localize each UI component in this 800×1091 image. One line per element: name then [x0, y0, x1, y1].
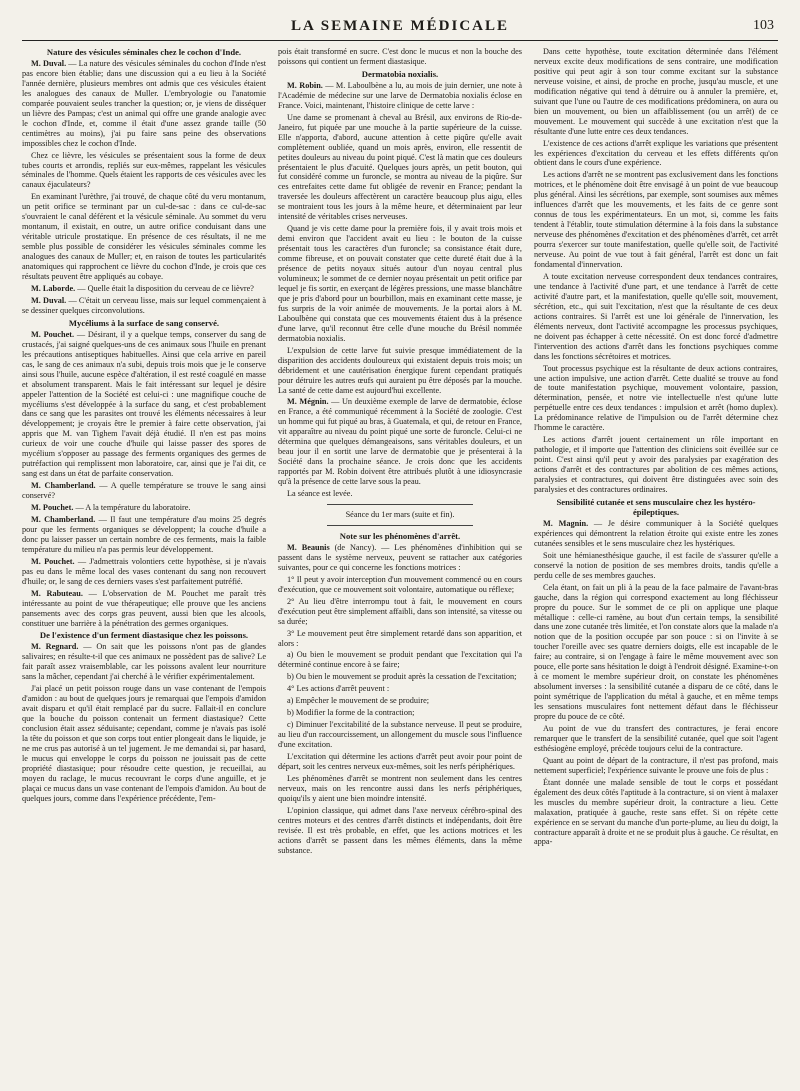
- paragraph-text: Au point de vue du transfert des contractures, je ferai encore remarquer que le transfert de la sensibilité cutanée, quel que soit l'agent esthésiogène employé, précède toujours celui de la contracture.: [534, 724, 778, 753]
- paragraph: [22, 515, 266, 555]
- text-columns: [22, 47, 778, 858]
- paragraph: [278, 650, 522, 670]
- paragraph-text: — C'était un cerveau lisse, mais sur lequel commençaient à se dessiner quelques circonvolutions.: [22, 295, 267, 315]
- paragraph: [534, 551, 778, 581]
- paragraph-text: Quant au point de départ de la contracture, il n'est pas profond, mais nettement superficiel; l'expérience suivante le prouve une fois de plus :: [534, 755, 778, 775]
- paragraph: [22, 503, 266, 513]
- column-right: [534, 47, 778, 858]
- paragraph-text: Les actions d'arrêt jouent certainement un rôle important en pathologie, et il importe que l'attention des cliniciens soit éveillée sur ce point. C'est ainsi qu'il peut y avoir des paralysies par exagération des actions d'arrêt et des contractures par abolition de ces mêmes actions, paralysies et contractures, qui doivent être distinguées avec soin des paralysies et des contractures ordinaires.: [534, 435, 778, 494]
- paragraph-text: La séance est levée.: [287, 489, 353, 499]
- paragraph: [22, 330, 266, 479]
- column-left: [22, 47, 266, 858]
- section-heading: Nature des vésicules séminales chez le cochon d'Inde.: [46, 47, 242, 57]
- paragraph-text: Chez ce lièvre, les vésicules se présentaient sous la forme de deux tubes courts et arrondis, repliés sur eux-mêmes, rappelant les vésicules séminales de l'homme. Quels étaient les rapports de ces vésicules avec les canaux éjaculateurs?: [22, 150, 266, 190]
- paragraph: [278, 774, 522, 804]
- speaker-name: M. Pouchet.: [31, 503, 74, 513]
- paragraph: [278, 696, 522, 706]
- speaker-name: M. Mégnin.: [287, 397, 329, 407]
- paragraph-text: — Un deuxième exemple de larve de dermatobie, éclose en France, a été communiqué récemment à la Société de zoologie. C'est un homme qui fut piqué au bras, à Guatemala, et qui, de retour en France, vit apparaître au niveau du point piqué une sorte de furoncle. Celui-ci ne détermina que quelques démangeaisons, sans véritables douleurs, et un beau jour il en sortit une larve de dermatobie que je présenterai à la Société dans la prochaine séance. Je crois donc que les accidents rapportés par M. Robin doivent être attribués plutôt à une idiosyncrasie qu'à la présence de cette larve sous la peau.: [278, 397, 522, 487]
- paragraph: [278, 543, 522, 573]
- paragraph: [534, 756, 778, 776]
- paragraph-text: 2° Au lieu d'être interrompu tout à fait, le mouvement en cours d'exécution peut être simplement affaibli, dans son intensité, sa vitesse ou sa durée;: [278, 596, 522, 626]
- speaker-name: M. Pouchet.: [31, 556, 75, 566]
- paragraph-text: — Quelle était la disposition du cerveau de ce lièvre?: [77, 283, 254, 293]
- paragraph-text: — J'admettrais volontiers cette hypothèse, si je n'avais pas eu dans le même local des vases contenant du sang non recouvert d'huile; or, le sang de ces derniers vases s'est parfaitement putréfié.: [22, 556, 266, 586]
- paragraph-text: L'excitation qui détermine les actions d'arrêt peut avoir pour point de départ, soit les centres nerveux eux-mêmes, soit les nerfs périphériques.: [278, 752, 522, 771]
- paragraph: [278, 81, 522, 111]
- paragraph: [534, 47, 778, 137]
- paragraph-text: pois était transformé en sucre. C'est donc le mucus et non la bouche des poissons qui contient un ferment diastasique.: [278, 47, 522, 66]
- paragraph-text: — Je désire communiquer à la Société quelques expériences qui démontrent la relation étroite qui existe entre les zones cutanées sensibles et le sens musculaire chez les hystériques.: [534, 518, 779, 548]
- paragraph: [534, 272, 778, 362]
- paragraph: [534, 170, 778, 270]
- paragraph-text: Tout processus psychique est la résultante de deux actions contraires, une action impulsive, une action d'arrêt. Cette dualité se trouve au fond de toute manifestation psychique, mouvement volontaire, passion, détermination, pensée, et notre vie intellectuelle n'est qu'une lutte perpétuelle entre ces deux tendances : impulsion et arrêt (homo duplex). La prédominance relative de l'impulsion ou de l'arrêt détermine chez l'homme le caractère.: [534, 363, 778, 433]
- paragraph: [278, 575, 522, 595]
- paragraph-text: 4° Les actions d'arrêt peuvent :: [287, 684, 390, 694]
- paragraph: [22, 296, 266, 316]
- paragraph-text: Une dame se promenant à cheval au Brésil, aux environs de Rio-de-Janeiro, fut piquée par une mouche à la partie supérieure de la cuisse. Elle n'apporta, d'abord, aucune attention à cette piqûre qu'elle avait complètement oubliée, quand un mois après, environ, elle ressentit de petites douleurs au niveau du point piqué. C'est là matin que ces douleurs présentaient le plus d'acuité. Quelques jours après, un petit bouton, qui fut considéré comme un furoncle, se montra au niveau de la piqûre. Sur ces entrefaites cette dame fut obligée de revenir en France; pendant la traversée les douleurs affectèrent un caractère beaucoup plus aigu, elles se montraient tous les jours à la même heure, et déterminaient par leur intensité de véritables crises nerveuses.: [278, 112, 522, 222]
- paragraph: [278, 597, 522, 627]
- paragraph: [278, 806, 522, 856]
- paragraph-text: L'expulsion de cette larve fut suivie presque immédiatement de la disparition des accidents douloureux qui existaient depuis trois mois; un débridement et une cautérisation énergique furent cependant pratiqués pour détruire les autres œufs qui auraient pu être déposés par la mouche. La santé de cette dame est aujourd'hui excellente.: [278, 345, 522, 395]
- paragraph: [22, 684, 266, 803]
- paragraph-text: — A quelle température se trouve le sang ainsi conservé?: [22, 481, 266, 501]
- paragraph-text: L'existence de ces actions d'arrêt explique les variations que présentent les expériences d'excitation du cerveau et les effets différents qu'on obtient dans le cours d'une expérience.: [534, 138, 778, 168]
- paragraph-text: Cela étant, on fait un pli à la peau de la face palmaire de l'avant-bras gauche, dans la région qui correspond exactement au long fléchisseur propre du pouce. Sur le sommet de ce pli on applique une plaque métallique : celle-ci ramène, au bout d'un certain temps, la sensibilité dans une zone cutanée très limitée, et l'on constate alors que la malade n'a notion que de la position occupée par son pouce : si on l'invite à se toucher l'oreille avec ses quatre derniers doigts, elle est incapable de le faire; au contraire, si on l'engage à faire le même mouvement avec son pouce, elle porte sans hésitation le doigt à l'endroit désigné. Examine-t-on à ce moment le membre supérieur droit, on constate les phénomènes absolument inverses : la sensibilité cutanée a disparu de ce côté, dans le point symétrique de l'application du métal à gauche, et en même temps les sensations musculaires font nettement défaut dans le fléchisseur propre du pouce de ce côté.: [534, 582, 778, 722]
- speaker-name: M. Chamberland.: [31, 481, 96, 491]
- speaker-name: M. Robin.: [287, 80, 323, 90]
- section-heading: De l'existence d'un ferment diastasique chez les poissons.: [39, 630, 249, 641]
- paragraph-text: b) Modifier la forme de la contraction;: [287, 708, 415, 718]
- paragraph-text: c) Diminuer l'excitabilité de la substance nerveuse. Il peut se produire, au lieu d'un raccourcissement, un allongement du muscle sous l'influence d'une excitation.: [278, 720, 522, 750]
- paragraph: [278, 113, 522, 222]
- paragraph-text: — La nature des vésicules séminales du cochon d'Inde n'est pas encore bien établie; dans une discussion qui a eu lieu à la Société l'année dernière, plusieurs membres ont admis que ces vésicules étaient les analogues des canaux de Muller. L'embryologie ou l'anatomie comparée pouvaient seules trancher la question; or, je viens de disséquer un lièvre des Pampas; c'est un animal qui offre une grande analogie avec le cochon d'Inde, et, comme il était d'une assez grande taille (50 centimètres au moins), j'ai pu faire sans peine des observations impossibles chez le cochon d'Inde.: [22, 59, 266, 148]
- paragraph-text: En examinant l'urèthre, j'ai trouvé, de chaque côté du veru montanum, un petit orifice se terminant par un cul-de-sac : dans ce cul-de-sac s'ouvraient le canal déférent et la vésicule séminale. Au sommet du veru montanum, il existait, en outre, un autre orifice conduisant dans une véritable utricule prostatique. En présence de ces résultats, il ne me semble plus possible de considérer les vésicules séminales comme les analogues des canaux de Muller; et, en raison de toutes les particularités anatomiques qui rapprochent ce lièvre du cochon d'Inde, je crois que ces résultats peuvent être appliqués au cobaye.: [22, 192, 266, 282]
- paragraph-text: L'opinion classique, qui admet dans l'axe nerveux cérébro-spinal des centres moteurs et des centres d'arrêt distincts et indépendants, doit être revisée. Il est très probable, en effet, que les actions motrices et les actions d'arrêt se passent dans les mêmes éléments, dans la même substance.: [278, 805, 522, 855]
- paragraph: [534, 435, 778, 495]
- paragraph-text: — Il faut une température d'au moins 25 degrés pour que les ferments organiques se développent; la couche d'huile a donc pu laisser passer un certain nombre de ces ferments, mais la faible température du milieu n'a pas permis leur développement.: [22, 514, 266, 554]
- speaker-name: M. Duval.: [31, 59, 67, 68]
- speaker-name: M. Laborde.: [31, 283, 76, 293]
- paragraph-text: 1° Il peut y avoir interception d'un mouvement commencé ou en cours d'exécution, que ce mouvement soit volontaire, automatique ou réflexe;: [278, 574, 522, 594]
- section-heading: Mycéliums à la surface de sang conservé.: [68, 317, 220, 328]
- section-divider: [327, 525, 473, 526]
- paragraph: [22, 192, 266, 282]
- paragraph: [534, 724, 778, 754]
- paragraph-text: — On sait que les poissons n'ont pas de glandes salivaires; en résulte-t-il que ces animaux ne possèdent pas de salive? Le fait paraît assez vraisemblable, car les poissons avalent leur nourriture sans la mâcher, cependant j'ai cherché à le vérifier expérimentalement.: [22, 642, 266, 682]
- paragraph: [278, 708, 522, 718]
- paragraph-text: Les phénomènes d'arrêt se montrent non seulement dans les centres nerveux, mais on les rencontre aussi dans les nerfs périphériques, quoiqu'ils y aient une bien moindre intensité.: [278, 773, 522, 803]
- paragraph: [278, 720, 522, 750]
- paragraph: [278, 346, 522, 396]
- paragraph-text: — L'observation de M. Pouchet me paraît très intéressante au point de vue thérapeutique; elle prouve que les anciens pansements avec des corps gras peuvent, aussi bien que les alcools, constituer une barrière à la pénétration des germes organiques.: [22, 588, 266, 628]
- paragraph-text: a) Ou bien le mouvement se produit pendant que l'excitation qui l'a déterminé continue encore à se faire;: [278, 650, 522, 670]
- section-heading: Sensibilité cutanée et sens musculaire chez les hystéro-épileptiques.: [556, 496, 756, 517]
- paragraph: [22, 284, 266, 294]
- paragraph: [278, 489, 522, 499]
- paragraph: [22, 642, 266, 682]
- paragraph: [278, 397, 522, 487]
- paragraph-text: — Désirant, il y a quelque temps, conserver du sang de crustacés, j'ai saigné quelques-uns de ces animaux sous l'huile en prenant les précautions antiseptiques habituelles. Ainsi que cela arrive en pareil cas, le sang de ces animaux n'a subi, depuis trois mois que je le conserve ainsi sous l'huile, aucune espèce d'altération, il est resté coagulé en masse et absolument transparent. Mais le fait intéressant sur lequel je désire appeler l'attention de la Société est celui-ci : une magnifique couche de mycéliums s'est développée à la surface du sang, et c'est probablement dans ce sang que les parasites ont trouvé les éléments nécessaires à leur développement; je croyais être le premier à faire cette observation, j'ai appris que M. van Tighem l'avait déjà étudié. Il n'en est pas moins curieux de voir une couche d'huile qui laisse passer des spores de mycélium s'opposer au passage des ferments organiques des germes de putréfaction qui remplissent mon laboratoire, car, ainsi que je l'ai dit, ce sang est dans un état de parfaite conservation.: [22, 329, 267, 479]
- paragraph: [534, 364, 778, 434]
- paragraph-text: Étant donnée une malade sensible de tout le corps et possédant également des deux côtés l'aptitude à la contracture, si on vient à malaxer les muscles du membre supérieur droit, la contracture a lieu. Cette malaxation, pratiquée à gauche, reste sans effet. Si on répète cette expérience en se servant du manche d'un porte-plume, au lieu du doigt, la contracture apparaît à droite et ne se produit plus à gauche. Ce résultat, en appa-: [534, 777, 778, 847]
- speaker-name: M. Rabuteau.: [31, 588, 83, 598]
- paragraph-text: 3° Le mouvement peut être simplement retardé dans son apparition, et alors :: [278, 628, 522, 648]
- speaker-name: M. Regnard.: [31, 642, 79, 652]
- paragraph-text: Quand je vis cette dame pour la première fois, il y avait trois mois et demi environ que l'accident avait eu lieu : le bouton de la cuisse présentait tous les caractères d'un furoncle; sa consistance était dure, comme fibreuse, et on pouvait constater que cette dureté était due à la présence de petits noyaux situés autour d'un noyau central plus volumineux; le sommet de ce dernier noyau présentait un petit orifice par lequel je fis sortir, en exerçant de légères pressions, une masse blanchâtre que je pris d'abord pour un bourbillon, mais en examinant cette masse, je fus surpris de la voir animée de mouvements. Je la portai alors à M. Laboulbène qui constata que ces mouvements étaient dus à la présence d'une larve, qu'il reconnut être celle d'une mouche du Brésil nommée dermatobia noxialis.: [278, 224, 522, 343]
- paragraph-text: Les actions d'arrêt ne se montrent pas exclusivement dans les fonctions motrices, et le phénomène doit être envisagé à un point de vue beaucoup plus général. Ainsi les sécrétions, par exemple, sont soumises aux mêmes influences d'arrêt que les mouvements, et les faits de ce genre sont connus de tous les expérimentateurs. En un mot, si, comme les faits tendent à l'établir, toute stimulation détermine à la fois dans la substance nerveuse des phénomènes d'excitation et des phénomènes d'arrêt, cet arrêt pourra s'exercer sur toute manifestation, quelle qu'elle soit, de l'activité nerveuse. Au point de vue tout à fait général, l'arrêt est donc un fait fondamental d'innervation.: [534, 170, 778, 270]
- column-middle: [278, 47, 522, 858]
- page-header: [22, 14, 778, 41]
- section-heading: Dermatobia noxialis.: [361, 68, 439, 79]
- speaker-name: M. Beaunis: [287, 542, 330, 552]
- page-number: 103: [753, 18, 774, 33]
- paragraph: [534, 778, 778, 848]
- section-divider: [327, 504, 473, 505]
- paragraph: [22, 589, 266, 629]
- speaker-name: M. Chamberland.: [31, 514, 96, 524]
- speaker-name: M. Pouchet.: [31, 329, 75, 339]
- paragraph: [278, 752, 522, 772]
- paragraph-text: — M. Laboulbène a lu, au mois de juin dernier, une note à l'Académie de médecine sur une larve de Dermatobia noxialis éclose en France. Voici, maintenant, l'histoire clinique de cette larve :: [278, 80, 522, 110]
- speaker-name: M. Magnin.: [543, 518, 589, 528]
- paragraph: [22, 557, 266, 587]
- paragraph-text: — A la température du laboratoire.: [75, 503, 191, 513]
- paragraph: [534, 519, 778, 549]
- session-heading: Séance du 1er mars (suite et fin).: [345, 509, 455, 519]
- paragraph: [278, 684, 522, 694]
- paragraph-text: Dans cette hypothèse, toute excitation déterminée dans l'élément nerveux excite deux modifications de sens contraire, une modification positive qui peut agir à son tour comme excitant sur la substance nerveuse voisine, et ainsi, de proche en proche, jusqu'au muscle, et une modification négative qui tend à détruire ou à annuler la première, et, suivant que l'une ou l'autre de ces modifications prédominera, on aura ou bien un mouvement, ou bien un affaiblissement (ou un arrêt) de ce mouvement. Le mouvement qui succède à une excitation n'est que la résultante d'une lutte entre ces deux tendances.: [534, 47, 778, 136]
- paragraph: [534, 583, 778, 722]
- journal-title: LA SEMAINE MÉDICALE: [290, 18, 510, 34]
- section-heading: Note sur les phénomènes d'arrêt.: [339, 530, 461, 541]
- paragraph-text: (de Nancy). — Les phénomènes d'inhibition qui se passent dans le système nerveux, peuvent se rattacher aux catégories suivantes, pour ce qui concerne les fonctions motrices :: [278, 542, 523, 572]
- paragraph: [278, 47, 522, 67]
- paragraph-text: A toute excitation nerveuse correspondent deux tendances contraires, une tendance à l'activité d'une part, et une tendance à l'arrêt de cette activité d'autre part, et la manifestation, quelle qu'elle soit, mouvement, sécrétion, etc., qui suit l'excitation, n'est que la résultante de ces deux actions contraires. Si l'arrêt est une loi générale de l'innervation, les éléments nerveux, dont l'activité accompagne les processus psychiques, ne doivent pas échapper à cette nécessité. On est donc forcé d'admettre l'intervention des actions d'arrêt dans les fonctions psychiques comme dans les fonctions sécrétoires et motrices.: [534, 271, 778, 361]
- speaker-name: M. Duval.: [31, 295, 67, 305]
- paragraph: [22, 481, 266, 501]
- paragraph-text: b) Ou bien le mouvement se produit après la cessation de l'excitation;: [287, 672, 517, 682]
- paragraph: [278, 672, 522, 682]
- paragraph-text: J'ai placé un petit poisson rouge dans un vase contenant de l'empois d'amidon : au bout de quelques jours je remarquai que l'empois d'amidon avait disparu et qu'il était remplacé par du sucre. Fallait-il en conclure que la bouche du poisson contenait un ferment diastasique? Cette conclusion était assez séduisante; cependant, comme je n'avais pas isolé la tête du poisson et que son corps tout entier plongeait dans le liquide, je ne me crus pas autorisé à un tel jugement. Je me demandai si, par hasard, le mucus qui enveloppe le corps du poisson ne jouissait pas de cette propriété diastasique; pour résoudre cette question, je recueillai, au moyen du raclage, le mucus recouvrant le corps d'une anguille, et je plaçai ce mucus dans un vase contenant de l'empois d'amidon. Au bout de quelques jours, comme dans l'expérience précédente, l'em-: [22, 684, 266, 803]
- paragraph-text: Soit une hémianesthésique gauche, il est facile de s'assurer qu'elle a conservé la notion de position de ses membres droits, tandis qu'elle a perdu celle de ses membres gauches.: [534, 550, 778, 580]
- paragraph: [278, 629, 522, 649]
- paragraph: [22, 59, 266, 149]
- paragraph-text: a) Empêcher le mouvement de se produire;: [287, 696, 430, 706]
- paragraph: [534, 139, 778, 169]
- paragraph: [22, 151, 266, 191]
- paragraph: [278, 224, 522, 343]
